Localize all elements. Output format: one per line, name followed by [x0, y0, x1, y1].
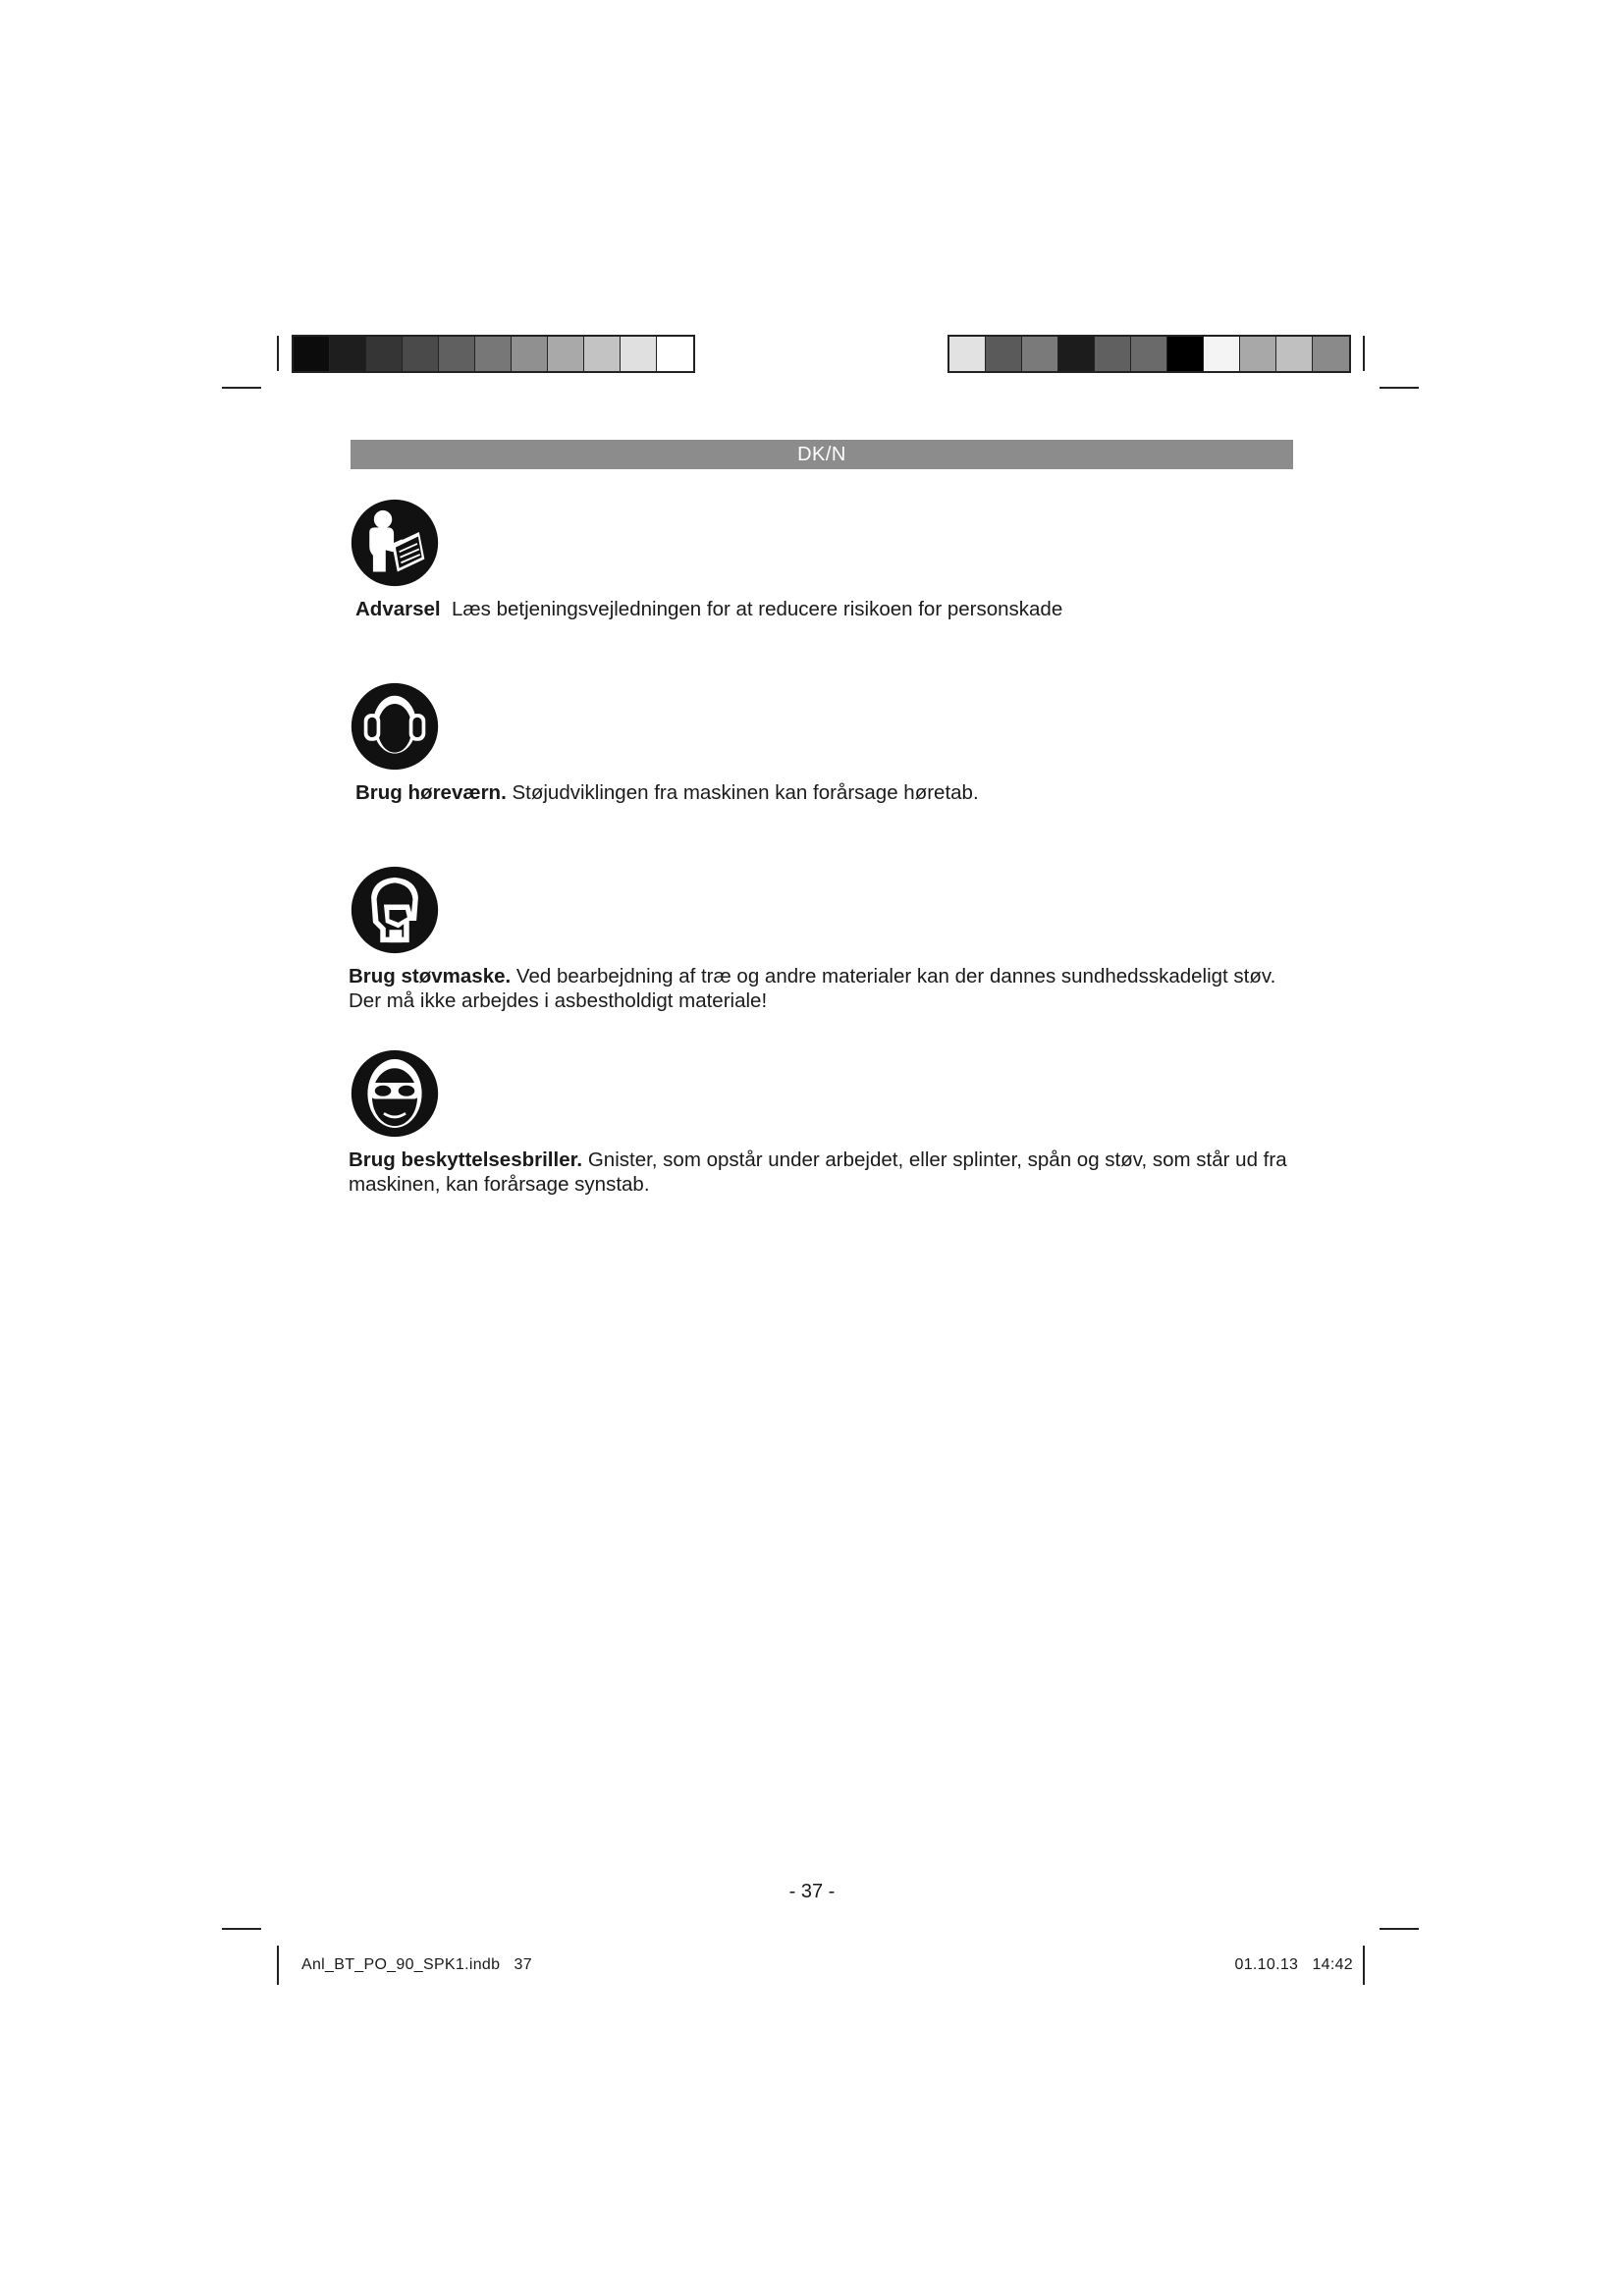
warning-ear-protection — [355, 780, 1318, 805]
warning-title: Brug støvmaske. — [349, 965, 512, 988]
color-swatch — [330, 337, 366, 371]
color-swatch — [439, 337, 475, 371]
read-manual-icon — [350, 498, 440, 588]
color-swatch — [403, 337, 439, 371]
color-swatch — [1131, 337, 1167, 371]
page-number: - 37 - — [788, 1881, 836, 1902]
warning-dust-mask — [349, 964, 1311, 1013]
color-swatch — [1095, 337, 1131, 371]
color-swatch — [1240, 337, 1276, 371]
color-swatch — [1313, 337, 1349, 371]
warning-title: Advarsel — [355, 598, 441, 620]
color-swatch — [548, 337, 584, 371]
color-swatch — [1167, 337, 1204, 371]
warning-text: Støjudviklingen fra maskinen kan forårsage høretab. — [512, 781, 979, 804]
crop-mark-top-right-vertical — [1363, 336, 1365, 371]
color-swatch — [1022, 337, 1058, 371]
color-swatch — [657, 337, 693, 371]
crop-mark-bottom-right-vertical — [1363, 1946, 1365, 1985]
color-swatch — [475, 337, 512, 371]
printer-colorbar-right — [947, 335, 1351, 373]
safety-goggles-icon — [350, 1048, 440, 1139]
color-swatch — [1204, 337, 1240, 371]
color-swatch — [584, 337, 621, 371]
warning-title: Brug beskyttelsesbriller. — [349, 1148, 583, 1171]
dust-mask-icon — [350, 865, 440, 955]
color-swatch — [621, 337, 657, 371]
crop-mark-bottom-left-horizontal — [222, 1928, 261, 1930]
crop-mark-top-left-horizontal — [222, 387, 261, 389]
footer-filename: Anl_BT_PO_90_SPK1.indb 37 — [301, 1956, 532, 1973]
color-swatch — [1058, 337, 1095, 371]
warning-safety-goggles — [349, 1148, 1311, 1197]
ear-protection-icon — [350, 681, 440, 772]
warning-text: Læs betjeningsvejledningen for at reducere risikoen for personskade — [452, 598, 1063, 620]
warning-title: Brug høreværn. — [355, 781, 507, 804]
color-swatch — [986, 337, 1022, 371]
color-swatch — [366, 337, 403, 371]
crop-mark-top-right-horizontal — [1380, 387, 1419, 389]
warning-read-manual — [355, 597, 1318, 621]
footer-timestamp: 01.10.13 14:42 — [1234, 1956, 1353, 1973]
crop-mark-bottom-right-horizontal — [1380, 1928, 1419, 1930]
printer-colorbar-left — [292, 335, 695, 373]
warning-text: Ved bearbejdning af træ og andre materialer kan der dannes sundhedsskadeligt støv. Der må ikke arbejdes i asbestholdigt materiale! — [349, 965, 1276, 1012]
color-swatch — [512, 337, 548, 371]
crop-mark-bottom-left-vertical — [277, 1946, 279, 1985]
crop-mark-top-left-vertical — [277, 336, 279, 371]
color-swatch — [294, 337, 330, 371]
warning-text: Gnister, som opstår under arbejdet, eller splinter, spån og støv, som står ud fra maskinen, kan forårsage synstab. — [349, 1148, 1287, 1196]
color-swatch — [1276, 337, 1313, 371]
language-header: DK/N — [351, 440, 1293, 469]
color-swatch — [949, 337, 986, 371]
